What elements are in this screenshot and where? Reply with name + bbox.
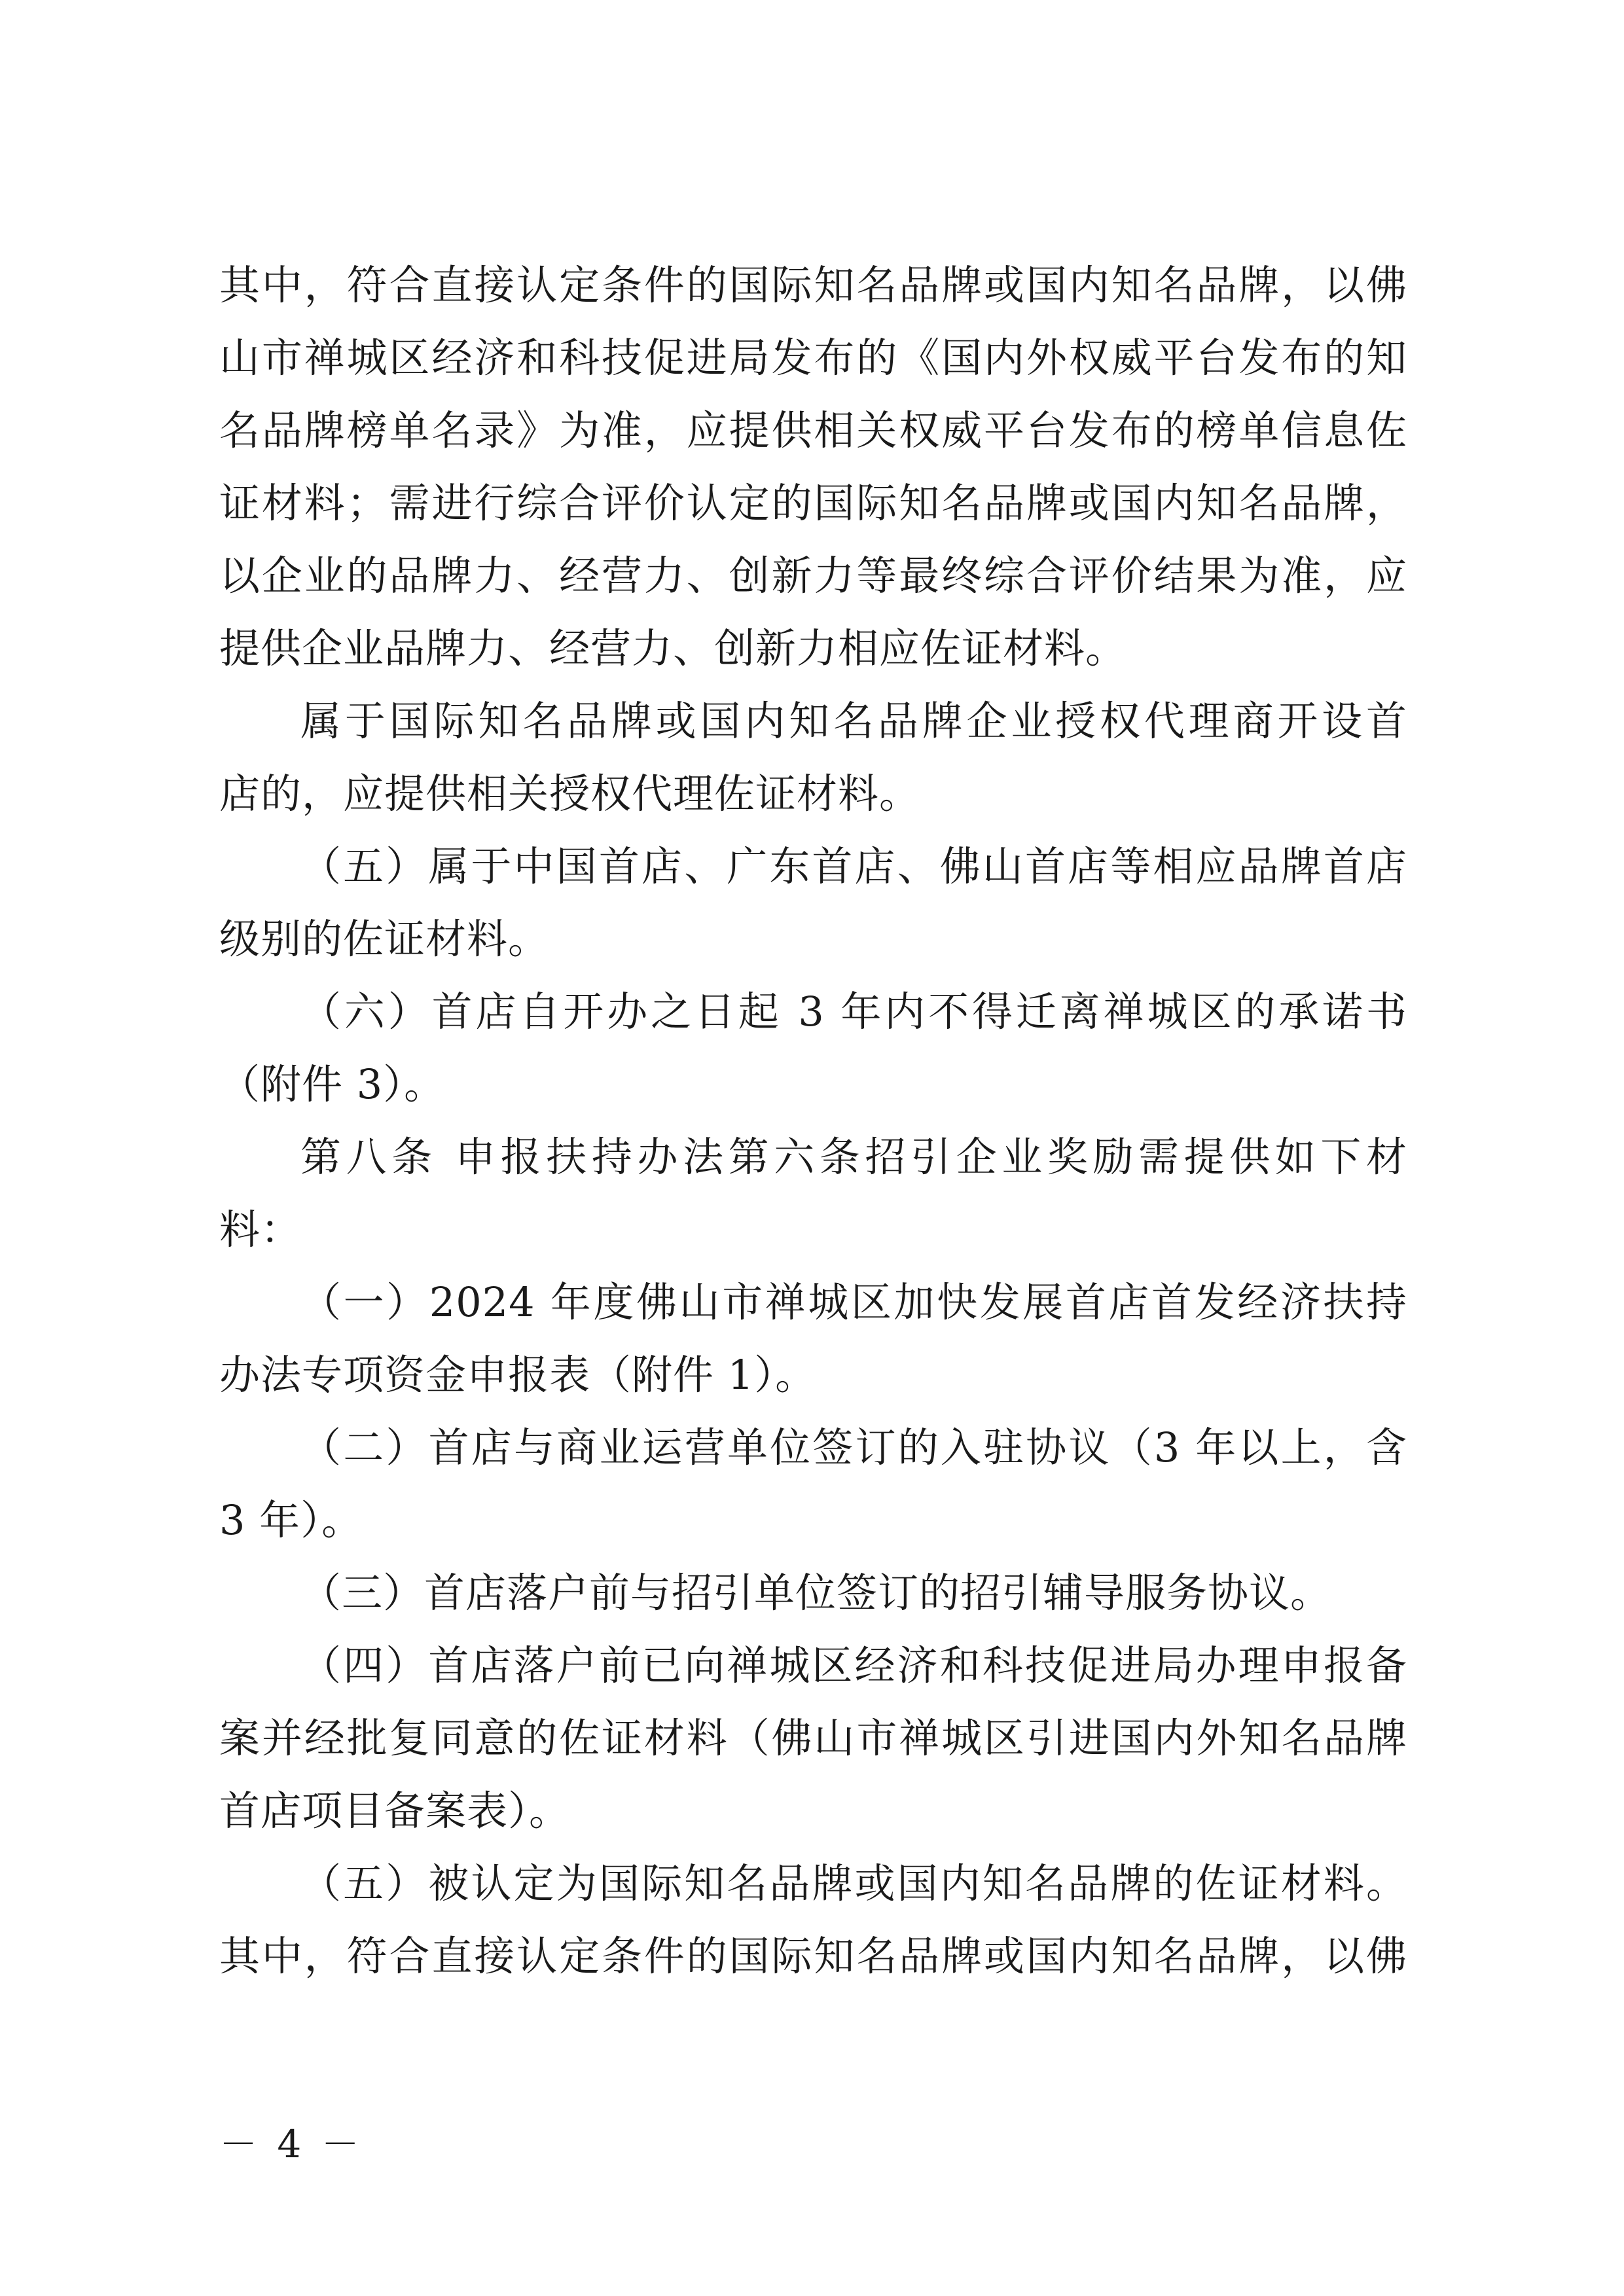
- text-line: 店的，应提供相关授权代理佐证材料。: [219, 770, 921, 817]
- text-line: 其中，符合直接认定条件的国际知名品牌或国内知名品牌，以佛: [219, 1932, 1407, 1980]
- text-line: （二）首店与商业运营单位签订的入驻协议（3 年以上，含: [300, 1424, 1407, 1471]
- text-line: 证材料；需进行综合评价认定的国际知名品牌或国内知名品牌，: [219, 479, 1407, 527]
- text-line: 料：: [219, 1206, 302, 1253]
- text-line: 级别的佐证材料。: [219, 915, 550, 963]
- body-text: [219, 249, 1407, 1992]
- text-line: （五）属于中国首店、广东首店、佛山首店等相应品牌首店: [300, 842, 1407, 890]
- text-line: （六）首店自开办之日起 3 年内不得迁离禅城区的承诺书: [300, 988, 1407, 1035]
- text-line: 其中，符合直接认定条件的国际知名品牌或国内知名品牌，以佛: [219, 261, 1407, 309]
- text-line: 3 年）。: [219, 1496, 363, 1544]
- text-line: 提供企业品牌力、经营力、创新力相应佐证材料。: [219, 624, 1127, 672]
- text-line: 山市禅城区经济和科技促进局发布的《国内外权威平台发布的知: [219, 334, 1407, 382]
- text-line: （五）被认定为国际知名品牌或国内知名品牌的佐证材料。: [300, 1859, 1407, 1907]
- text-line: （四）首店落户前已向禅城区经济和科技促进局办理申报备: [300, 1641, 1407, 1689]
- text-line: 名品牌榜单名录》为准，应提供相关权威平台发布的榜单信息佐: [219, 406, 1407, 454]
- text-line: 第八条 申报扶持办法第六条招引企业奖励需提供如下材: [300, 1133, 1407, 1181]
- text-line: （附件 3）。: [219, 1060, 446, 1108]
- text-line: 首店项目备案表）。: [219, 1787, 571, 1835]
- text-line: 以企业的品牌力、经营力、创新力等最终综合评价结果为准，应: [219, 552, 1407, 600]
- text-line: 办法专项资金申报表（附件 1）。: [219, 1351, 817, 1399]
- text-line: 案并经批复同意的佐证材料（佛山市禅城区引进国内外知名品牌: [219, 1714, 1407, 1762]
- text-line: （一）2024 年度佛山市禅城区加快发展首店首发经济扶持: [300, 1278, 1407, 1326]
- page-number: － 4 －: [219, 2122, 363, 2166]
- text-line: （三）首店落户前与招引单位签订的招引辅导服务协议。: [300, 1569, 1332, 1617]
- text-line: 属于国际知名品牌或国内知名品牌企业授权代理商开设首: [300, 697, 1407, 745]
